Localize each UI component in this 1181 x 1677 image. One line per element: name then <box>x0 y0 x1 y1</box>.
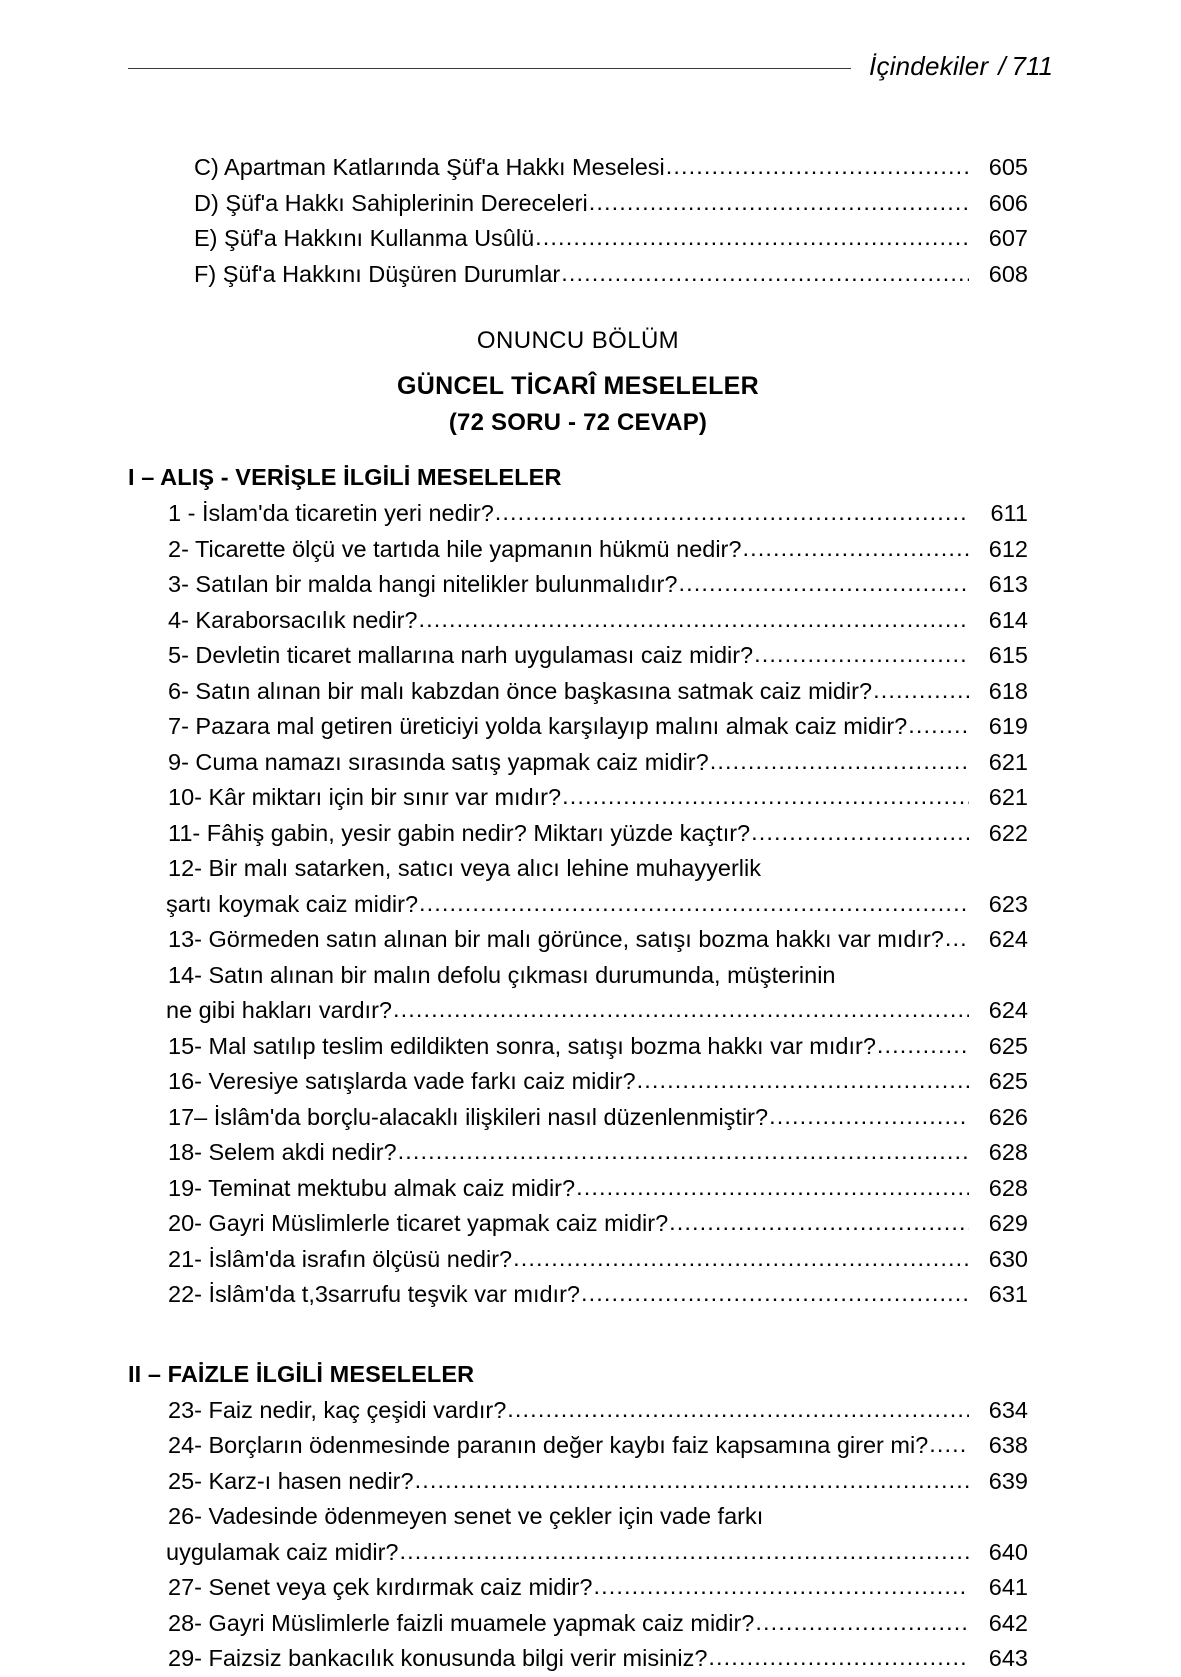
toc-entry[interactable] <box>128 1277 1028 1313</box>
toc-entry-label: 26- Vadesinde ödenmeyen senet ve çekler için vade farkı <box>168 1503 764 1529</box>
toc-dot-leader <box>581 1276 969 1312</box>
toc-entry[interactable] <box>128 887 1028 923</box>
toc-dot-leader <box>513 1241 969 1277</box>
toc-entry-label: 3- Satılan bir malda hangi nitelikler bulunmalıdır? <box>168 571 678 597</box>
toc-entry[interactable] <box>128 1535 1028 1571</box>
toc-entry[interactable] <box>128 1570 1028 1606</box>
toc-dot-leader <box>418 602 969 638</box>
toc-entry-label: 16- Veresiye satışlarda vade farkı caiz midir? <box>168 1068 636 1094</box>
toc-entry-page-number: 613 <box>988 571 1028 597</box>
part-one-entries <box>128 496 1028 1313</box>
toc-entry[interactable] <box>128 958 1028 994</box>
toc-dot-leader <box>589 185 969 221</box>
toc-entry-page-number: 625 <box>988 1068 1028 1094</box>
toc-dot-leader <box>562 779 969 815</box>
toc-dot-leader <box>415 1463 969 1499</box>
toc-entry-page-number: 624 <box>988 926 1028 952</box>
toc-entry[interactable] <box>128 1064 1028 1100</box>
chapter-heading-block <box>128 324 1028 440</box>
toc-entry-label: 1 - İslam'da ticaretin yeri nedir? <box>168 500 494 526</box>
header-separator: / <box>998 50 1006 81</box>
toc-entry-label: 28- Gayri Müslimlerle faizli muamele yapmak caiz midir? <box>168 1609 755 1636</box>
toc-entry-label: 9- Cuma namazı sırasında satış yapmak caiz midir? <box>168 748 709 775</box>
toc-entry-label: 21- İslâm'da israfın ölçüsü nedir? <box>168 1245 513 1272</box>
toc-entry[interactable] <box>128 496 1028 532</box>
toc-entry[interactable] <box>128 674 1028 710</box>
toc-entry[interactable] <box>128 709 1028 745</box>
toc-entry-label: 24- Borçların ödenmesinde paranın değer kaybı faiz kapsamına girer mi? <box>168 1432 929 1458</box>
toc-dot-leader <box>419 886 969 922</box>
toc-entry[interactable] <box>128 150 1028 186</box>
toc-entry[interactable] <box>128 1499 1028 1535</box>
toc-dot-leader <box>637 1063 969 1099</box>
toc-entry-label: 19- Teminat mektubu almak caiz midir? <box>168 1174 576 1201</box>
toc-content <box>128 150 1028 1677</box>
toc-entry-page-number: 618 <box>988 677 1028 704</box>
toc-entry-page-number: 642 <box>988 1609 1028 1636</box>
toc-entry-page-number: 621 <box>988 748 1028 775</box>
toc-entry[interactable] <box>128 1135 1028 1171</box>
toc-entry-page-number: 625 <box>988 1032 1028 1059</box>
toc-entry[interactable] <box>128 922 1028 958</box>
toc-entry-label: 27- Senet veya çek kırdırmak caiz midir? <box>168 1574 593 1600</box>
toc-entry-label: 22- İslâm'da t,3sarrufu teşvik var mıdır? <box>168 1281 580 1307</box>
toc-entry-page-number: 643 <box>988 1645 1028 1671</box>
toc-entry[interactable] <box>128 1029 1028 1065</box>
toc-dot-leader <box>495 495 969 531</box>
toc-dot-leader <box>393 992 969 1028</box>
toc-dot-leader <box>769 1099 969 1135</box>
header-page-number: 711 <box>1011 50 1053 81</box>
toc-entry-page-number: 622 <box>988 819 1028 846</box>
toc-dot-leader <box>398 1134 969 1170</box>
toc-entry-page-number: 615 <box>988 642 1028 668</box>
toc-entry-label: 13- Görmeden satın alınan bir malı görünce, satışı bozma hakkı var mıdır? <box>168 926 944 952</box>
toc-entry-page-number: 629 <box>988 1210 1028 1236</box>
toc-entry[interactable] <box>128 780 1028 816</box>
toc-entry-page-number: 606 <box>988 189 1028 216</box>
chapter-kicker: ONUNCU BÖLÜM <box>476 327 680 354</box>
toc-entry[interactable] <box>128 1464 1028 1500</box>
toc-entry-label: F) Şüf'a Hakkını Düşüren Durumlar <box>194 260 561 287</box>
toc-dot-leader <box>873 673 969 709</box>
toc-dot-leader <box>708 1640 969 1676</box>
toc-entry-page-number: 605 <box>988 154 1028 180</box>
toc-entry-label: 29- Faizsiz bankacılık konusunda bilgi verir misiniz? <box>168 1645 708 1671</box>
toc-entry-label: uygulamak caiz midir? <box>166 1538 399 1565</box>
toc-dot-leader <box>742 531 969 567</box>
running-header <box>128 44 1053 88</box>
toc-dot-leader <box>399 1534 969 1570</box>
toc-entry-label: 4- Karaborsacılık nedir? <box>168 606 418 633</box>
toc-entry-page-number: 621 <box>988 784 1028 810</box>
toc-entry-label: 15- Mal satılıp teslim edildikten sonra, satışı bozma hakkı var mıdır? <box>168 1032 876 1059</box>
toc-entry[interactable] <box>128 745 1028 781</box>
toc-entry-page-number: 607 <box>988 225 1028 251</box>
toc-dot-leader <box>754 637 969 673</box>
toc-entry-page-number: 626 <box>988 1103 1028 1130</box>
toc-entry-label: 25- Karz-ı hasen nedir? <box>168 1467 414 1494</box>
toc-entry-page-number: 639 <box>988 1467 1028 1494</box>
toc-entry-label: E) Şüf'a Hakkını Kullanma Usûlü <box>194 225 535 251</box>
toc-entry-label: ne gibi hakları vardır? <box>166 997 392 1023</box>
toc-entry-page-number: 634 <box>988 1396 1028 1423</box>
toc-dot-leader <box>666 149 969 185</box>
toc-dot-leader <box>593 1569 969 1605</box>
toc-entry-label: 2- Ticarette ölçü ve tartıda hile yapmanın hükmü nedir? <box>168 535 742 562</box>
toc-entry[interactable] <box>128 1100 1028 1136</box>
toc-entry-page-number: 623 <box>988 890 1028 917</box>
toc-dot-leader <box>576 1170 969 1206</box>
chapter-subtitle: (72 SORU - 72 CEVAP) <box>448 409 708 436</box>
toc-entry-page-number: 624 <box>988 997 1028 1023</box>
toc-entry-label: 6- Satın alınan bir malı kabzdan önce başkasına satmak caiz midir? <box>168 677 873 704</box>
toc-entry-page-number: 640 <box>988 1538 1028 1565</box>
part-two-entries <box>128 1393 1028 1677</box>
toc-entry-page-number: 630 <box>988 1245 1028 1272</box>
toc-entry-label: 17– İslâm'da borçlu-alacaklı ilişkileri nasıl düzenlenmiştir? <box>168 1103 769 1130</box>
header-title: İçindekiler <box>869 50 989 81</box>
toc-dot-leader <box>751 815 969 851</box>
toc-entry[interactable] <box>128 257 1028 293</box>
toc-entry[interactable] <box>128 993 1028 1029</box>
toc-dot-leader <box>710 744 969 780</box>
toc-entry-page-number: 608 <box>988 260 1028 287</box>
chapter-title: GÜNCEL TİCARÎ MESELELER <box>396 372 759 400</box>
toc-entry-label: 23- Faiz nedir, kaç çeşidi vardır? <box>168 1396 507 1423</box>
toc-entry[interactable] <box>128 638 1028 674</box>
toc-entry[interactable] <box>128 1428 1028 1464</box>
toc-entry-label: şartı koymak caiz midir? <box>166 890 419 917</box>
toc-entry[interactable] <box>128 603 1028 639</box>
toc-entry-label: 5- Devletin ticaret mallarına narh uygulaması caiz midir? <box>168 642 754 668</box>
toc-entry[interactable] <box>128 1206 1028 1242</box>
toc-entry-label: 18- Selem akdi nedir? <box>168 1139 397 1165</box>
toc-entry-page-number: 628 <box>988 1174 1028 1201</box>
toc-dot-leader <box>755 1605 969 1641</box>
toc-entry[interactable] <box>128 816 1028 852</box>
toc-dot-leader <box>669 1205 969 1241</box>
toc-entry-label: 10- Kâr miktarı için bir sınır var mıdır? <box>168 784 562 810</box>
toc-dot-leader <box>507 1392 969 1428</box>
toc-entry[interactable] <box>128 1242 1028 1278</box>
toc-entry-label: D) Şüf'a Hakkı Sahiplerinin Dereceleri <box>194 189 588 216</box>
toc-dot-leader <box>945 921 969 957</box>
toc-entry[interactable] <box>128 1606 1028 1642</box>
toc-dot-leader <box>678 566 969 602</box>
toc-entry-page-number: 638 <box>988 1432 1028 1458</box>
toc-dot-leader <box>561 256 969 292</box>
toc-entry-page-number: 628 <box>988 1139 1028 1165</box>
toc-dot-leader <box>877 1028 969 1064</box>
toc-dot-leader <box>929 1427 969 1463</box>
toc-entry-page-number: 611 <box>990 500 1028 526</box>
part-two-heading: II – FAİZLE İLGİLİ MESELELER <box>128 1360 475 1387</box>
toc-entry-label: 20- Gayri Müslimlerle ticaret yapmak caiz midir? <box>168 1210 669 1236</box>
toc-entry-page-number: 619 <box>988 713 1028 739</box>
toc-entry-label: 11- Fâhiş gabin, yesir gabin nedir? Miktarı yüzde kaçtır? <box>168 819 751 846</box>
toc-dot-leader <box>908 708 969 744</box>
toc-entry-page-number: 612 <box>988 535 1028 562</box>
toc-entry-page-number: 631 <box>988 1281 1028 1307</box>
toc-entry-label: C) Apartman Katlarında Şüf'a Hakkı Meselesi <box>194 154 665 180</box>
top-entries-group <box>128 150 1028 292</box>
toc-entry-page-number: 641 <box>988 1574 1028 1600</box>
toc-entry[interactable] <box>128 532 1028 568</box>
toc-entry-label: 14- Satın alınan bir malın defolu çıkması durumunda, müşterinin <box>168 961 836 988</box>
toc-entry[interactable] <box>128 1393 1028 1429</box>
part-one-heading: I – ALIŞ - VERİŞLE İLGİLİ MESELELER <box>128 464 562 490</box>
header-rule <box>128 68 851 69</box>
toc-entry[interactable] <box>128 1641 1028 1677</box>
toc-entry[interactable] <box>128 186 1028 222</box>
toc-dot-leader <box>535 220 969 256</box>
toc-entry[interactable] <box>128 1171 1028 1207</box>
toc-entry-page-number: 614 <box>988 606 1028 633</box>
toc-entry[interactable] <box>128 851 1028 887</box>
toc-entry-label: 12- Bir malı satarken, satıcı veya alıcı lehine muhayyerlik <box>168 855 761 881</box>
toc-entry[interactable] <box>128 221 1028 257</box>
toc-entry-label: 7- Pazara mal getiren üreticiyi yolda karşılayıp malını almak caiz midir? <box>168 713 908 739</box>
toc-entry[interactable] <box>128 567 1028 603</box>
